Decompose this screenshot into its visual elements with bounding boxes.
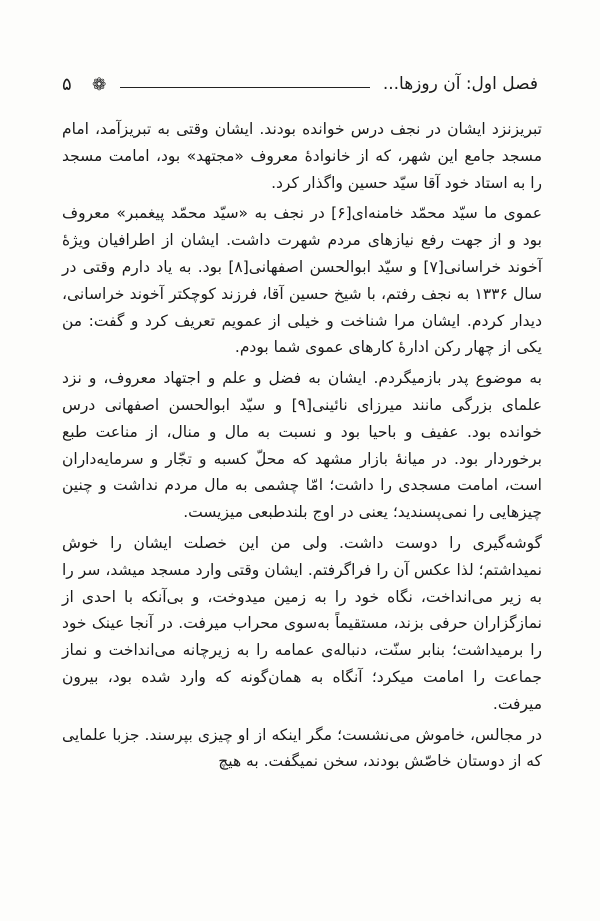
- header-rule: [120, 87, 370, 88]
- paragraph: عموی ما سیّد محمّد خامنه‌ای[۶] در نجف به «سیّد محمّد پیغمبر» معروف بود و از جهت رفع نیازهای مردم شهرت داشت. ایشان از اطرافیان ویژهٔ آخوند خراسانی[۷] و سیّد ابوالحسن اصفهانی[۸] بود. به یاد دارم وقتی در سال ۱۳۳۶ به نجف رفتم، با شیخ حسین آقا، فرزند کوچکتر آخوند خراسانی، دیدار کردم. ایشان مرا شناخت و خیلی از عمویم تعریف کرد و گفت: من یکی از چهار رکن ادارهٔ کارهای عموی شما بودم.: [62, 204, 543, 357]
- paragraph: به موضوع پدر بازمیگردم. ایشان به فضل و علم و اجتهاد معروف، و نزد علمای بزرگی مانند میرزای نائینی[۹] و سیّد ابوالحسن اصفهانی درس خوانده بود. عفیف و باحیا بود و نسبت به مال و منال، از مناعت طبع برخوردار بود. در میانهٔ بازار مشهد که محلّ کسبه و تجّار و سرمایه‌داران است، امامت مسجدی را داشت؛ امّا چشمی به مال مردم نداشت و چنین چیزهایی را نمی‌پسندید؛ یعنی در اوج بلندطبعی میزیست.: [62, 369, 542, 522]
- paragraph: تبریزنزد ایشان در نجف درس خوانده بودند. ایشان وقتی به تبریزآمد، امام مسجد جامع این شهر، که از خانوادهٔ معروف «مجتهد» بود، امامت مسجد را به استاد خود آقا سیّد حسین واگذار کرد.: [62, 120, 542, 192]
- chapter-title: فصل اول: آن روزها...: [382, 74, 538, 94]
- page-header: [62, 72, 538, 102]
- body-text: [62, 116, 542, 775]
- paragraph: در مجالس، خاموش می‌نشست؛ مگر اینکه از او چیزی بپرسند. جزبا علمایی که از دوستان خاصّش بودند، سخن نمیگفت. به هیچ: [62, 725, 542, 771]
- flower-ornament-icon: ❁: [92, 75, 107, 95]
- paragraph: گوشه‌گیری را دوست داشت. ولی من این خصلت ایشان را خوش نمیداشتم؛ لذا عکس آن را فراگرفتم. ایشان وقتی وارد مسجد میشد، سر را به زیر می‌انداخت، نگاه خود را به زمین میدوخت، و بی‌آنکه با احدی از نمازگزاران حرفی بزند، مستقیماً به‌سوی محراب میرفت. در آنجا عینک خود را برمیداشت؛ بنابر سنّت، دنباله‌ی عمامه را به زیرچانه می‌انداخت و نماز جماعت را امامت میکرد؛ آنگاه به همان‌گونه که وارد شده بود، بیرون میرفت.: [62, 533, 542, 713]
- page-number: ۵: [62, 74, 72, 95]
